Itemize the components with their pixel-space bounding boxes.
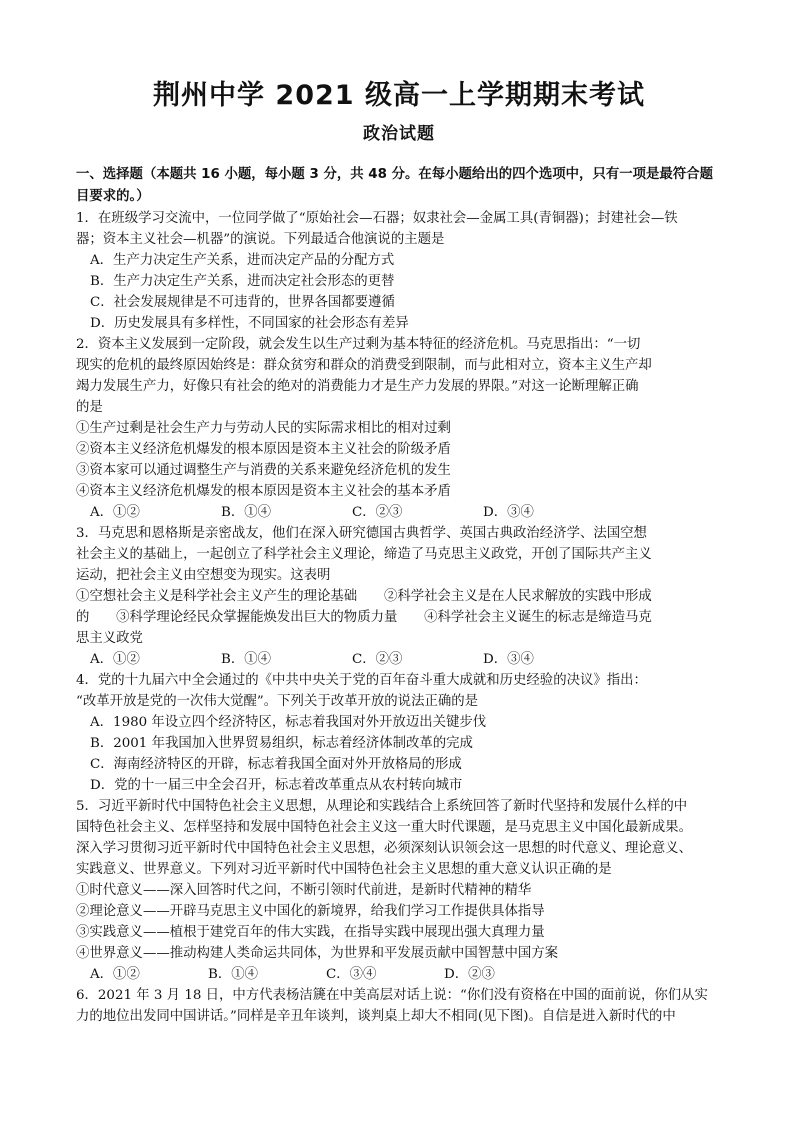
question-text-line: 5．习近平新时代中国特色社会主义思想，从理论和实践结合上系统回答了新时代坚持和发展什么样的中 <box>76 799 688 814</box>
option-b: B．①④ <box>221 505 272 520</box>
question-4 <box>76 670 722 796</box>
question-text-line: 2．资本主义发展到一定阶段，就会发生以生产过剩为基本特征的经济危机。马克思指出：“一切 <box>76 337 641 352</box>
statement-line: ④资本主义经济危机爆发的根本原因是资本主义社会的基本矛盾 <box>76 484 451 499</box>
statement-line: ③实践意义——植根于建党百年的伟大实践，在指导实践中展现出强大真理力量 <box>76 925 545 940</box>
question-text-line: 3．马克思和恩格斯是亲密战友，他们在深入研究德国古典哲学、英国古典政治经济学、法国空想 <box>76 526 647 541</box>
option-d: D．③④ <box>483 652 534 667</box>
option-c: C．②③ <box>352 505 403 520</box>
option-d: D．历史发展具有多样性，不同国家的社会形态有差异 <box>90 316 409 331</box>
question-text-line: 1．在班级学习交流中，一位同学做了“原始社会—石器；奴隶社会—金属工具(青铜器)；封建社会—铁 <box>76 211 678 226</box>
question-text-line: 竭力发展生产力，好像只有社会的绝对的消费能力才是生产力发展的界限。”对这一论断理解正确 <box>76 379 639 394</box>
question-text-line: 深入学习贯彻习近平新时代中国特色社会主义思想，必须深刻认识领会这一思想的时代意义、理论意义、 <box>76 841 692 856</box>
statement-line: 思主义政党 <box>76 631 143 646</box>
option-a: A．生产力决定生产关系，进而决定产品的分配方式 <box>90 253 395 268</box>
option-b: B．①④ <box>208 967 259 982</box>
question-text-line: 国特色社会主义、怎样坚持和发展中国特色社会主义这一重大时代课题，是马克思主义中国化最新成果。 <box>76 820 692 835</box>
question-text-line: 实践意义、世界意义。下列对习近平新时代中国特色社会主义思想的重大意义认识正确的是 <box>76 862 612 877</box>
option-d: D．③④ <box>483 505 534 520</box>
question-text-line: 的是 <box>76 400 103 415</box>
statement-line: ①时代意义——深入回答时代之问，不断引领时代前进，是新时代精神的精华 <box>76 883 532 898</box>
option-c: C．②③ <box>352 652 403 667</box>
option-a: A．①② <box>90 967 140 982</box>
question-text-line: 4．党的十九届六中全会通过的《中共中央关于党的百年奋斗重大成就和历史经验的决议》指出： <box>76 673 647 688</box>
section-heading-line: 目要求的。） <box>76 189 150 204</box>
question-1 <box>76 208 722 334</box>
question-6 <box>76 985 722 1027</box>
statement-line: ④世界意义——推动构建人类命运共同体，为世界和平发展贡献中国智慧中国方案 <box>76 946 559 961</box>
option-d: D．②③ <box>444 967 495 982</box>
question-text-line: “改革开放是党的一次伟大觉醒”。下列关于改革开放的说法正确的是 <box>76 694 479 709</box>
option-d: D．党的十一届三中全会召开，标志着改革重点从农村转向城市 <box>90 778 463 793</box>
options-row <box>76 502 722 523</box>
question-5 <box>76 796 722 985</box>
statement-line: ③资本家可以通过调整生产与消费的关系来避免经济危机的发生 <box>76 463 451 478</box>
section-heading <box>76 164 722 207</box>
statement-line: 的 ③科学理论经民众掌握能焕发出巨大的物质力量 ④科学社会主义诞生的标志是缔造马克 <box>76 610 652 625</box>
option-a: A．①② <box>90 505 140 520</box>
option-a: A．①② <box>90 652 140 667</box>
option-c: C．③④ <box>326 967 377 982</box>
option-c: C．社会发展规律是不可违背的，世界各国都要遵循 <box>90 295 395 310</box>
question-3 <box>76 523 722 670</box>
option-c: C．海南经济特区的开辟，标志着我国全面对外开放格局的形成 <box>90 757 462 772</box>
question-text-line: 社会主义的基础上，一起创立了科学社会主义理论，缔造了马克思主义政党，开创了国际共产主义 <box>76 547 652 562</box>
options-row <box>76 649 722 670</box>
option-b: B．生产力决定生产关系，进而决定社会形态的更替 <box>90 274 395 289</box>
option-b: B．①④ <box>221 652 272 667</box>
statement-line: ①生产过剩是社会生产力与劳动人民的实际需求相比的相对过剩 <box>76 421 451 436</box>
question-2 <box>76 334 722 523</box>
question-text-line: 器；资本主义社会—机器”的演说。下列最适合他演说的主题是 <box>76 232 445 247</box>
statement-line: ②资本主义经济危机爆发的根本原因是资本主义社会的阶级矛盾 <box>76 442 451 457</box>
question-text-line: 6．2021 年 3 月 18 日，中方代表杨洁篪在中美高层对话上说：“你们没有资格在中国的面前说，你们从实 <box>76 988 708 1003</box>
options-row <box>76 964 722 985</box>
option-b: B．2001 年我国加入世界贸易组织，标志着经济体制改革的完成 <box>90 736 473 751</box>
exam-title: 荆州中学 2021 级高一上学期期末考试 <box>153 80 645 111</box>
question-text-line: 现实的危机的最终原因始终是：群众贫穷和群众的消费受到限制，而与此相对立，资本主义生产却 <box>76 358 652 373</box>
question-text-line: 运动，把社会主义由空想变为现实。这表明 <box>76 568 331 583</box>
exam-subtitle: 政治试题 <box>363 124 435 144</box>
question-text-line: 力的地位出发同中国讲话。”同样是辛丑年谈判，谈判桌上却大不相同(见下图)。自信是进入新时代的中 <box>76 1009 676 1024</box>
option-a: A．1980 年设立四个经济特区，标志着我国对外开放迈出关键步伐 <box>90 715 487 730</box>
section-heading-line: 一、选择题（本题共 16 小题，每小题 3 分，共 48 分。在每小题给出的四个选项中，只有一项是最符合题 <box>76 167 713 182</box>
statement-line: ②理论意义——开辟马克思主义中国化的新境界，给我们学习工作提供具体指导 <box>76 904 545 919</box>
statement-line: ①空想社会主义是科学社会主义产生的理论基础 ②科学社会主义是在人民求解放的实践中形成 <box>76 589 652 604</box>
